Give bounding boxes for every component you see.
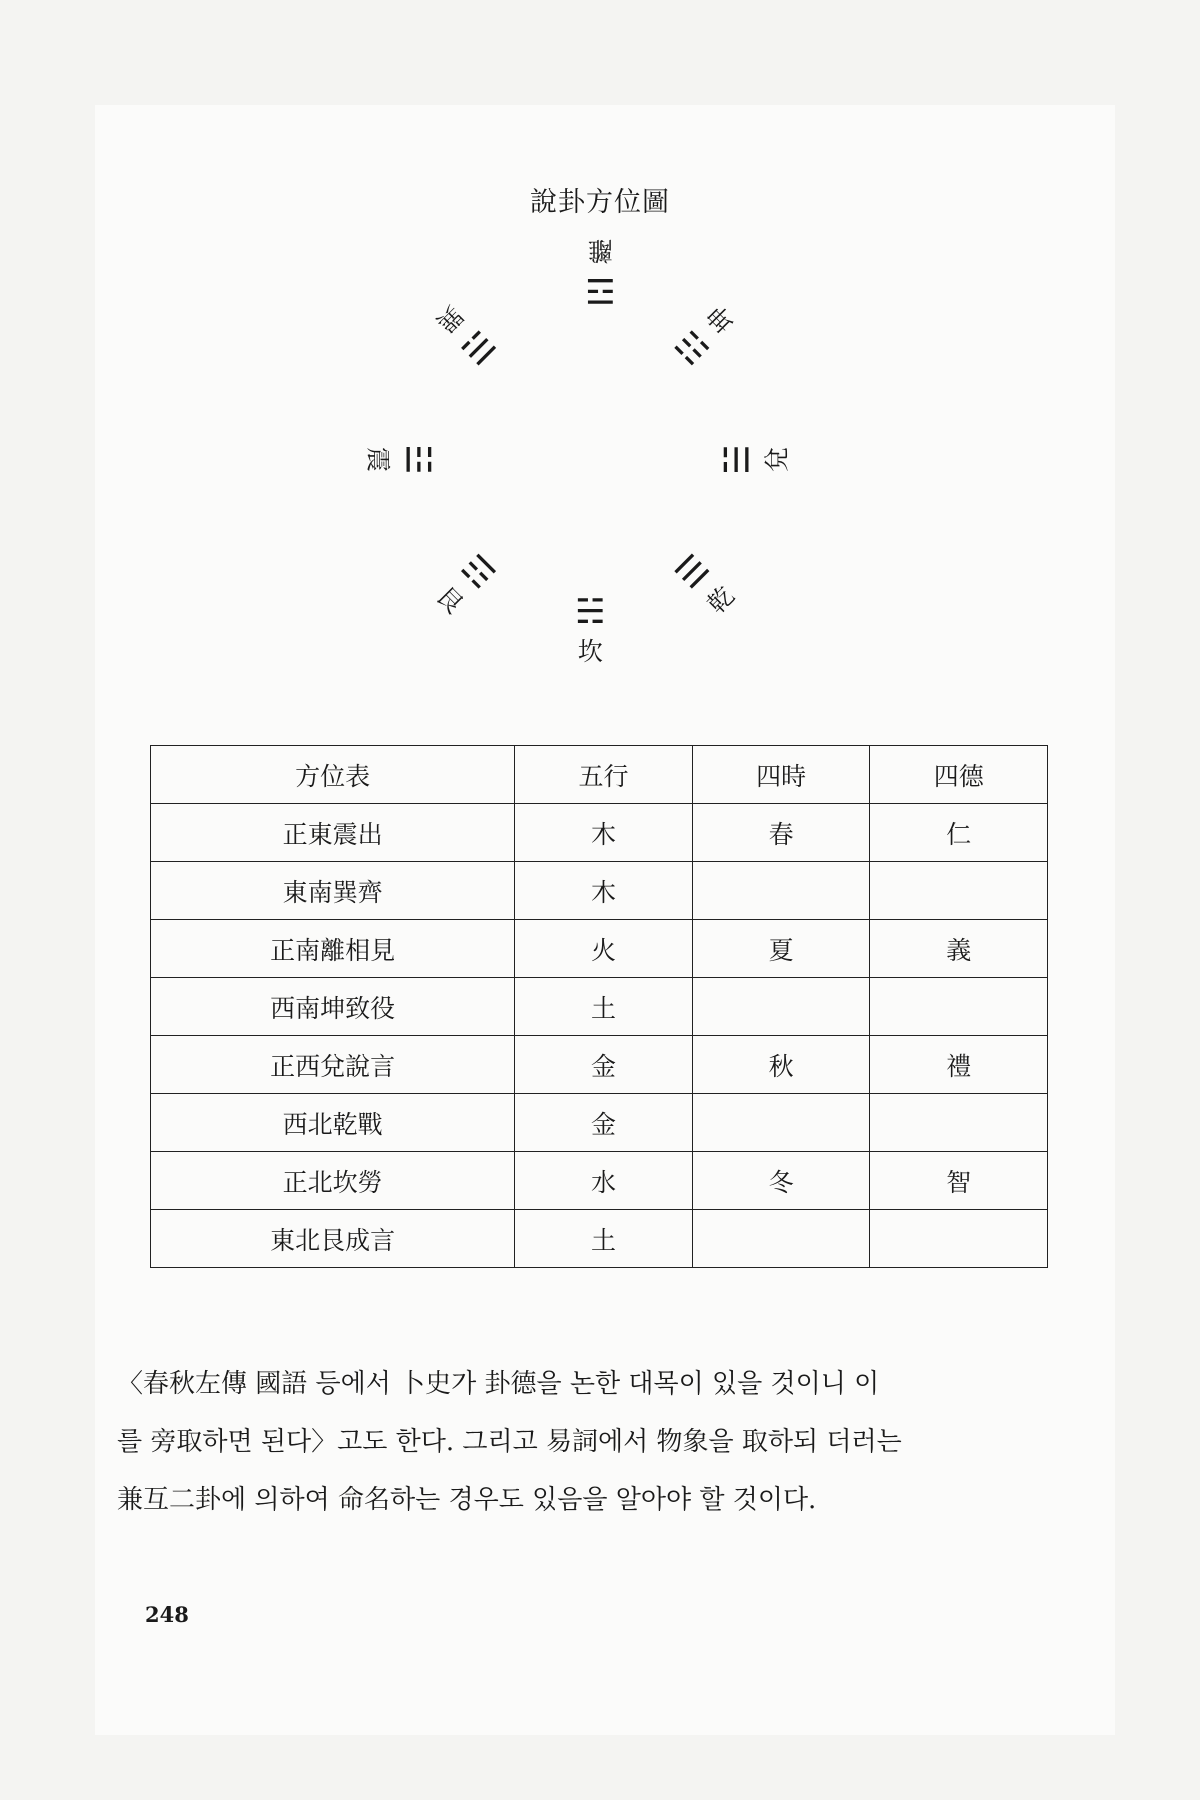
table-cell: 正北坎勞 (151, 1152, 515, 1210)
kun-trigram-icon: ☷ (667, 321, 718, 372)
trigram-label: 艮 (430, 580, 469, 620)
trigram-kan (575, 592, 606, 666)
table-cell: 土 (515, 1210, 693, 1268)
table-cell (870, 1210, 1048, 1268)
gen-trigram-icon: ☶ (452, 547, 503, 598)
table-row (151, 978, 1048, 1036)
table-cell: 秋 (692, 1036, 870, 1094)
table-cell: 火 (515, 920, 693, 978)
li-trigram-icon: ☲ (585, 270, 616, 310)
dui-trigram-icon: ☱ (717, 444, 758, 475)
table-row (151, 1036, 1048, 1094)
table-cell: 智 (870, 1152, 1048, 1210)
table-cell (692, 862, 870, 920)
table-cell: 仁 (870, 804, 1048, 862)
trigram-label: 兌 (762, 446, 792, 473)
table-cell (692, 978, 870, 1036)
trigram-dui (717, 444, 792, 475)
table-cell: 正南離相見 (151, 920, 515, 978)
table-cell: 正東震出 (151, 804, 515, 862)
table-cell: 冬 (692, 1152, 870, 1210)
kan-trigram-icon: ☵ (575, 592, 606, 632)
trigram-li (585, 236, 616, 310)
column-header: 五行 (515, 746, 693, 804)
table-cell: 西北乾戰 (151, 1094, 515, 1152)
table-cell: 水 (515, 1152, 693, 1210)
table-header-row (151, 746, 1048, 804)
trigram-label: 震 (363, 446, 393, 473)
xun-trigram-icon: ☴ (452, 321, 503, 372)
paragraph-line: 를 旁取하면 된다〉고도 한다. 그리고 易詞에서 物象을 取하되 더러는 (117, 1427, 902, 1457)
column-header: 方位表 (151, 746, 515, 804)
table-cell (870, 1094, 1048, 1152)
table-cell: 春 (692, 804, 870, 862)
diagram-title: 說卦方位圖 (530, 187, 670, 218)
trigram-label: 乾 (701, 580, 740, 620)
table-cell (870, 862, 1048, 920)
table-row (151, 920, 1048, 978)
column-header: 四時 (692, 746, 870, 804)
table-cell: 木 (515, 804, 693, 862)
page-number: 248 (145, 1602, 189, 1627)
table-cell: 夏 (692, 920, 870, 978)
table-row (151, 1152, 1048, 1210)
body-paragraph (117, 1355, 1047, 1529)
table-cell: 東南巽齊 (151, 862, 515, 920)
table-cell: 東北艮成言 (151, 1210, 515, 1268)
table-cell: 西南坤致役 (151, 978, 515, 1036)
table-cell: 土 (515, 978, 693, 1036)
table-cell: 禮 (870, 1036, 1048, 1094)
trigram-label: 離 (587, 236, 613, 265)
trigram-label: 坎 (577, 637, 603, 666)
qian-trigram-icon: ☰ (667, 547, 718, 598)
direction-table (150, 745, 1048, 1268)
table-row (151, 804, 1048, 862)
table-cell: 金 (515, 1036, 693, 1094)
table-cell: 正西兌說言 (151, 1036, 515, 1094)
table-row (151, 1094, 1048, 1152)
table-cell (692, 1210, 870, 1268)
zhen-trigram-icon: ☳ (397, 444, 438, 475)
column-header: 四德 (870, 746, 1048, 804)
table-cell: 金 (515, 1094, 693, 1152)
table-row (151, 862, 1048, 920)
table-row (151, 1210, 1048, 1268)
table-cell (692, 1094, 870, 1152)
table-cell: 木 (515, 862, 693, 920)
table-cell: 義 (870, 920, 1048, 978)
table-cell (870, 978, 1048, 1036)
trigram-label: 巽 (430, 299, 469, 339)
paragraph-line: 〈春秋左傳 國語 등에서 卜史가 卦德을 논한 대목이 있을 것이니 이 (117, 1369, 880, 1399)
paragraph-line: 兼互二卦에 의하여 命名하는 경우도 있음을 알아야 할 것이다. (117, 1485, 817, 1515)
trigram-label: 坤 (701, 299, 740, 339)
trigram-zhen (363, 444, 438, 475)
